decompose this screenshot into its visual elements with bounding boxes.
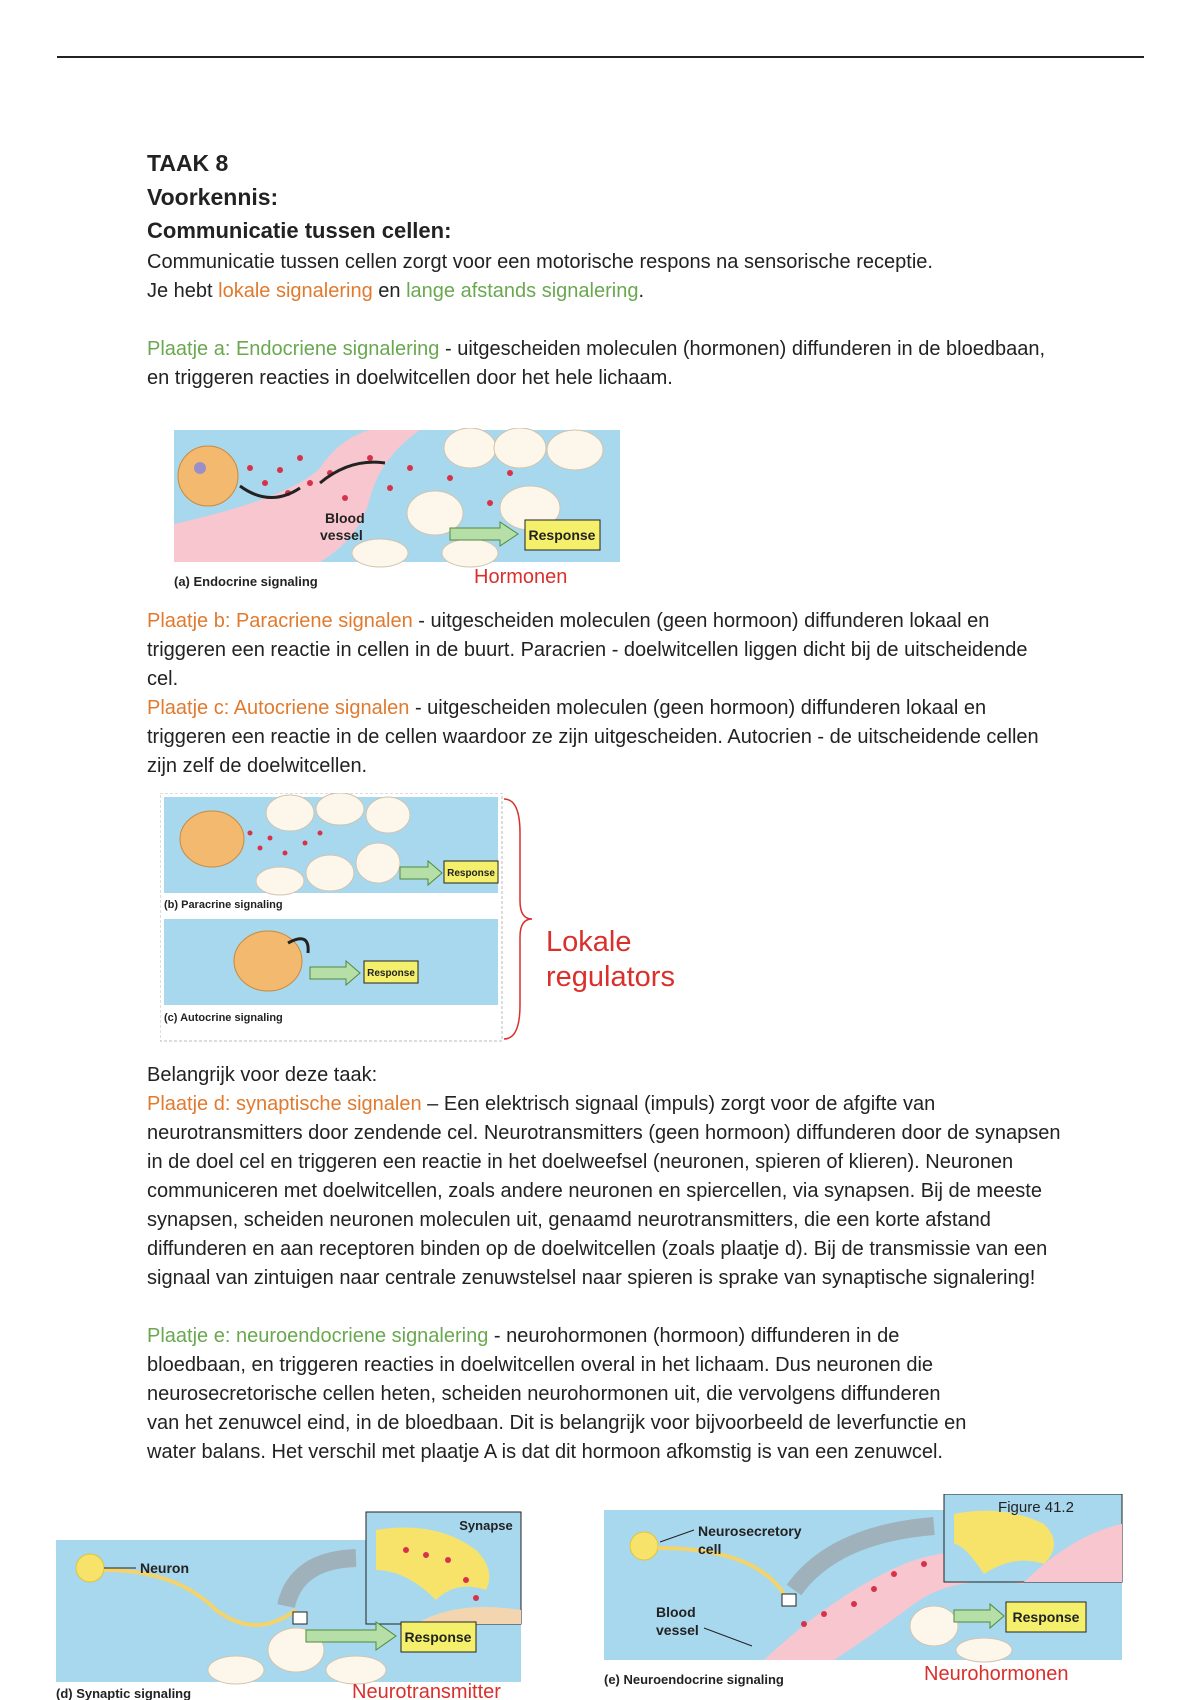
fig-c-caption: (c) Autocrine signaling (164, 1012, 283, 1024)
neuron-body (76, 1554, 104, 1582)
paracrine-autocrine-figure (160, 793, 720, 1043)
response-label-e: Response (1012, 1609, 1080, 1625)
lange-term: lange afstands signalering (406, 280, 639, 302)
regulators-annotation: regulators (546, 961, 675, 993)
top-rule (57, 56, 1144, 58)
hormonen-annotation: Hormonen (474, 566, 568, 588)
intro-line-2: Je hebt lokale signalering en lange afstands signalering. (147, 280, 645, 302)
response-label-c: Response (367, 968, 415, 979)
plaatje-d-label: Plaatje d: synaptische signalen (147, 1093, 422, 1115)
cell-label: cell (698, 1541, 722, 1557)
plaatje-e-paragraph: Plaatje e: neuroendocriene signalering - neurohormonen (hormoon) diffunderen in de bloedbaan, en triggeren reacties in doelwitcellen overal in het lichaam. Dus neuronen die neurosecretorische cellen heten, scheiden neurohormonen uit, die vervolgens diffunderen van het zenuwcel eind, in de bloedbaan. Dit is belangrijk voor bijvoorbeeld de leverfunctie en water balans. Het verschil met plaatje A is dat dit hormoon afkomstig is van een zenuwcel. (147, 1325, 967, 1463)
plaatje-a-label: Plaatje a: Endocriene signalering (147, 338, 440, 360)
neuron-label: Neuron (140, 1560, 189, 1576)
neuroendocrine-figure (604, 1494, 1126, 1698)
intro-line-1: Communicatie tussen cellen zorgt voor een motorische respons na sensorische receptie. (147, 251, 933, 273)
fig-b-caption: (b) Paracrine signaling (164, 899, 283, 911)
brace (504, 799, 532, 1039)
plaatje-d-paragraph: Plaatje d: synaptische signalen – Een elektrisch signaal (impuls) zorgt voor de afgifte van neurotransmitters door zendende cel. Neurotransmitters (geen hormoon) diffunderen door de synapsen in de doel cel en triggeren een reactie in het doelweefsel (neuronen, spieren of klieren). Neuronen communiceren met doelwitcellen, zoals andere neuronen en spiercellen, via synapsen. Bij de meeste synapsen, scheiden neuronen moleculen uit, genaamd neurotransmitters, die een korte afstand diffunderen en aan receptoren binden op de doelwitcellen (zoals plaatje d). Bij de transmissie van een signaal van zintuigen naar centrale zenuwstelsel naar spieren is sprake van synaptische signalering! (147, 1093, 1061, 1289)
task-title: TAAK 8 (147, 150, 229, 176)
plaatje-a-paragraph: Plaatje a: Endocriene signalering - uitgescheiden moleculen (hormonen) diffunderen in de bloedbaan, en triggeren reacties in doelwitcellen door het hele lichaam. (147, 338, 1046, 389)
fig-c-background (164, 919, 498, 1005)
neurotransmitter-annotation: Neurotransmitter (352, 1681, 501, 1700)
neurosecretory-cell-body (630, 1532, 658, 1560)
synaptic-figure (56, 1510, 526, 1700)
plaatje-e-label: Plaatje e: neuroendocriene signalering (147, 1325, 489, 1347)
vessel-label-e: vessel (656, 1622, 699, 1638)
synapse-label: Synapse (459, 1518, 513, 1533)
section-heading: Communicatie tussen cellen: (147, 218, 452, 243)
plaatje-b-paragraph: Plaatje b: Paracriene signalen - uitgescheiden moleculen (geen hormoon) diffunderen lokaal en triggeren een reactie in cellen in de buurt. Paracrien - doelwitcellen liggen dicht bij de uitscheidende cel. (147, 610, 1028, 690)
neurosecretory-label: Neurosecretory (698, 1523, 802, 1539)
endocrine-figure (170, 428, 630, 593)
secreting-cell (178, 446, 238, 506)
prior-knowledge-heading: Voorkennis: (147, 184, 279, 210)
plaatje-b-label: Plaatje b: Paracriene signalen (147, 610, 413, 632)
belangrijk-line: Belangrijk voor deze taak: (147, 1064, 378, 1086)
response-label-b: Response (447, 868, 495, 879)
blood-label-e: Blood (656, 1604, 696, 1620)
response-label-a: Response (528, 527, 596, 543)
vessel-label-a: vessel (320, 527, 363, 543)
plaatje-c-label: Plaatje c: Autocriene signalen (147, 697, 410, 719)
response-label-d: Response (404, 1629, 472, 1645)
paracrine-secreting-cell (180, 811, 244, 867)
fig-d-caption: (d) Synaptic signaling (56, 1686, 192, 1700)
neurohormonen-annotation: Neurohormonen (924, 1663, 1069, 1685)
fig-e-caption: (e) Neuroendocrine signaling (604, 1672, 784, 1687)
blood-label-a: Blood (325, 510, 365, 526)
lokale-term: lokale signalering (218, 280, 373, 302)
figure-number-label: Figure 41.2 (998, 1499, 1074, 1516)
lokale-annotation: Lokale (546, 926, 632, 958)
plaatje-c-paragraph: Plaatje c: Autocriene signalen - uitgescheiden moleculen (geen hormoon) diffunderen lokaal en triggeren een reactie in de cellen waardoor ze zijn uitgescheiden. Autocrien - de uitscheidende cellen zijn zelf de doelwitcellen. (147, 697, 1039, 777)
fig-a-caption: (a) Endocrine signaling (174, 574, 318, 589)
